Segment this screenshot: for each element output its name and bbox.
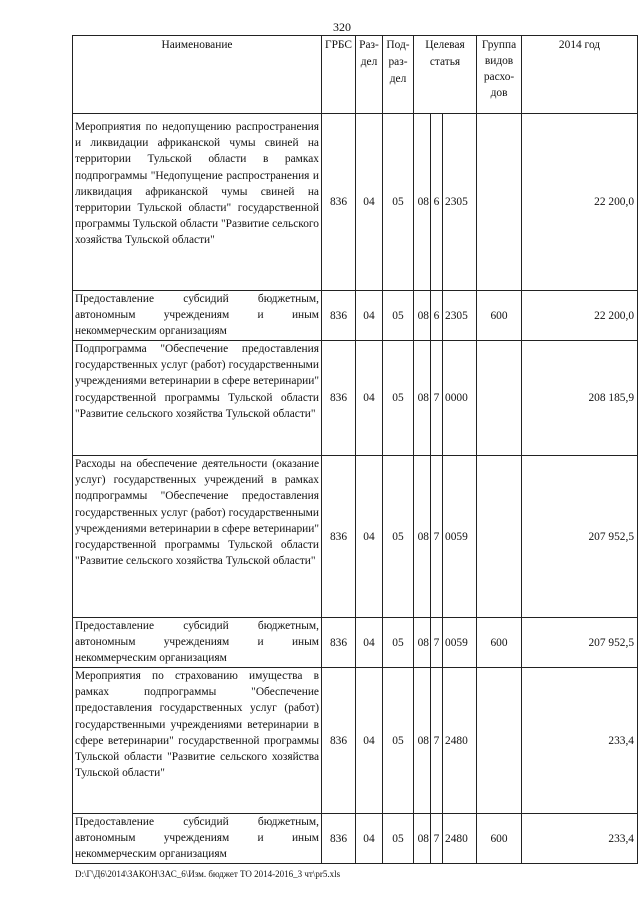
header-grbs: ГРБС — [322, 36, 356, 114]
row-cs-subprogram: 7 — [431, 456, 443, 618]
row-cs-subprogram: 6 — [431, 114, 443, 291]
row-podrazdel: 05 — [383, 814, 414, 864]
file-path-footer: D:\Г\Д6\2014\ЗАКОН\ЗАС_6\Изм. бюджет ТО 2014-2016_3 чт\pr5.xls — [75, 869, 341, 879]
row-cs-code: 0059 — [443, 456, 477, 618]
row-name: Мероприятия по страхованию имущества в рамках подпрограммы "Обеспечение предоставления государственных услуг (работ) государственными учреждениями ветеринарии в сфере ветеринарии" государственной программы Тульской области "Развитие сельского хозяйства Тульской области" — [73, 668, 322, 814]
row-vr — [477, 668, 522, 814]
row-name: Предоставление субсидий бюджетным, автономным учреждениям и иным некоммерческим организациям — [73, 291, 322, 341]
table-row — [73, 291, 638, 341]
row-razdel: 04 — [356, 814, 383, 864]
row-vr — [477, 341, 522, 456]
row-amount: 208 185,9 — [522, 341, 638, 456]
row-podrazdel: 05 — [383, 114, 414, 291]
row-cs-subprogram: 7 — [431, 618, 443, 668]
row-grbs: 836 — [322, 814, 356, 864]
row-grbs: 836 — [322, 341, 356, 456]
row-cs-subprogram: 6 — [431, 291, 443, 341]
header-name: Наименование — [73, 36, 322, 114]
row-cs-code: 2480 — [443, 814, 477, 864]
row-amount: 207 952,5 — [522, 456, 638, 618]
row-grbs: 836 — [322, 291, 356, 341]
row-name: Мероприятия по недопущению распространения и ликвидации африканской чумы свиней на территории Тульской области в рамках подпрограммы "Недопущение распространения и ликвидация африканской чумы свиней на территории Тульской области" государственной программы Тульской области "Развитие сельского хозяйства Тульской области" — [73, 114, 322, 291]
row-cs-subprogram: 7 — [431, 341, 443, 456]
table-header-row — [73, 36, 638, 114]
row-cs-program: 08 — [414, 814, 431, 864]
row-amount: 233,4 — [522, 668, 638, 814]
row-cs-subprogram: 7 — [431, 668, 443, 814]
header-celevaya-statya: Целевая статья — [414, 36, 477, 114]
row-cs-program: 08 — [414, 341, 431, 456]
row-podrazdel: 05 — [383, 456, 414, 618]
table-row — [73, 114, 638, 291]
table-row — [73, 668, 638, 814]
row-name: Предоставление субсидий бюджетным, автономным учреждениям и иным некоммерческим организациям — [73, 814, 322, 864]
row-razdel: 04 — [356, 291, 383, 341]
table-row — [73, 618, 638, 668]
row-cs-code: 0059 — [443, 618, 477, 668]
row-cs-code: 2305 — [443, 114, 477, 291]
table-row — [73, 341, 638, 456]
row-name: Расходы на обеспечение деятельности (оказание услуг) государственных учреждений в рамках подпрограммы "Обеспечение предоставления государственных услуг (работ) государственными учреждениями ветеринарии в сфере ветеринарии" государственной программы Тульской области "Развитие сельского хозяйства Тульской области" — [73, 456, 322, 618]
row-razdel: 04 — [356, 618, 383, 668]
row-grbs: 836 — [322, 114, 356, 291]
row-amount: 233,4 — [522, 814, 638, 864]
header-year: 2014 год — [522, 36, 638, 114]
row-grbs: 836 — [322, 618, 356, 668]
row-cs-program: 08 — [414, 291, 431, 341]
row-cs-program: 08 — [414, 456, 431, 618]
table-row — [73, 456, 638, 618]
row-razdel: 04 — [356, 668, 383, 814]
row-podrazdel: 05 — [383, 291, 414, 341]
header-gruppa-vidov-raskhodov: Группа видов расхо- дов — [477, 36, 522, 114]
row-name: Подпрограмма "Обеспечение предоставления государственных услуг (работ) государственными учреждениями ветеринарии в сфере ветеринарии" государственной программы Тульской области "Развитие сельского хозяйства Тульской области" — [73, 341, 322, 456]
table-row — [73, 814, 638, 864]
row-vr: 600 — [477, 618, 522, 668]
row-grbs: 836 — [322, 456, 356, 618]
header-podrazdel: Под- раз- дел — [383, 36, 414, 114]
row-amount: 22 200,0 — [522, 114, 638, 291]
row-vr — [477, 456, 522, 618]
row-vr: 600 — [477, 814, 522, 864]
row-podrazdel: 05 — [383, 618, 414, 668]
row-amount: 22 200,0 — [522, 291, 638, 341]
row-razdel: 04 — [356, 341, 383, 456]
row-podrazdel: 05 — [383, 341, 414, 456]
row-cs-subprogram: 7 — [431, 814, 443, 864]
budget-table — [72, 35, 638, 864]
row-cs-code: 2480 — [443, 668, 477, 814]
row-podrazdel: 05 — [383, 668, 414, 814]
header-razdel: Раз- дел — [356, 36, 383, 114]
row-vr — [477, 114, 522, 291]
row-cs-program: 08 — [414, 618, 431, 668]
row-vr: 600 — [477, 291, 522, 341]
row-name: Предоставление субсидий бюджетным, автономным учреждениям и иным некоммерческим организациям — [73, 618, 322, 668]
row-cs-program: 08 — [414, 668, 431, 814]
row-cs-code: 2305 — [443, 291, 477, 341]
page-number: 320 — [333, 20, 351, 34]
row-cs-program: 08 — [414, 114, 431, 291]
row-amount: 207 952,5 — [522, 618, 638, 668]
row-grbs: 836 — [322, 668, 356, 814]
row-razdel: 04 — [356, 114, 383, 291]
row-cs-code: 0000 — [443, 341, 477, 456]
row-razdel: 04 — [356, 456, 383, 618]
